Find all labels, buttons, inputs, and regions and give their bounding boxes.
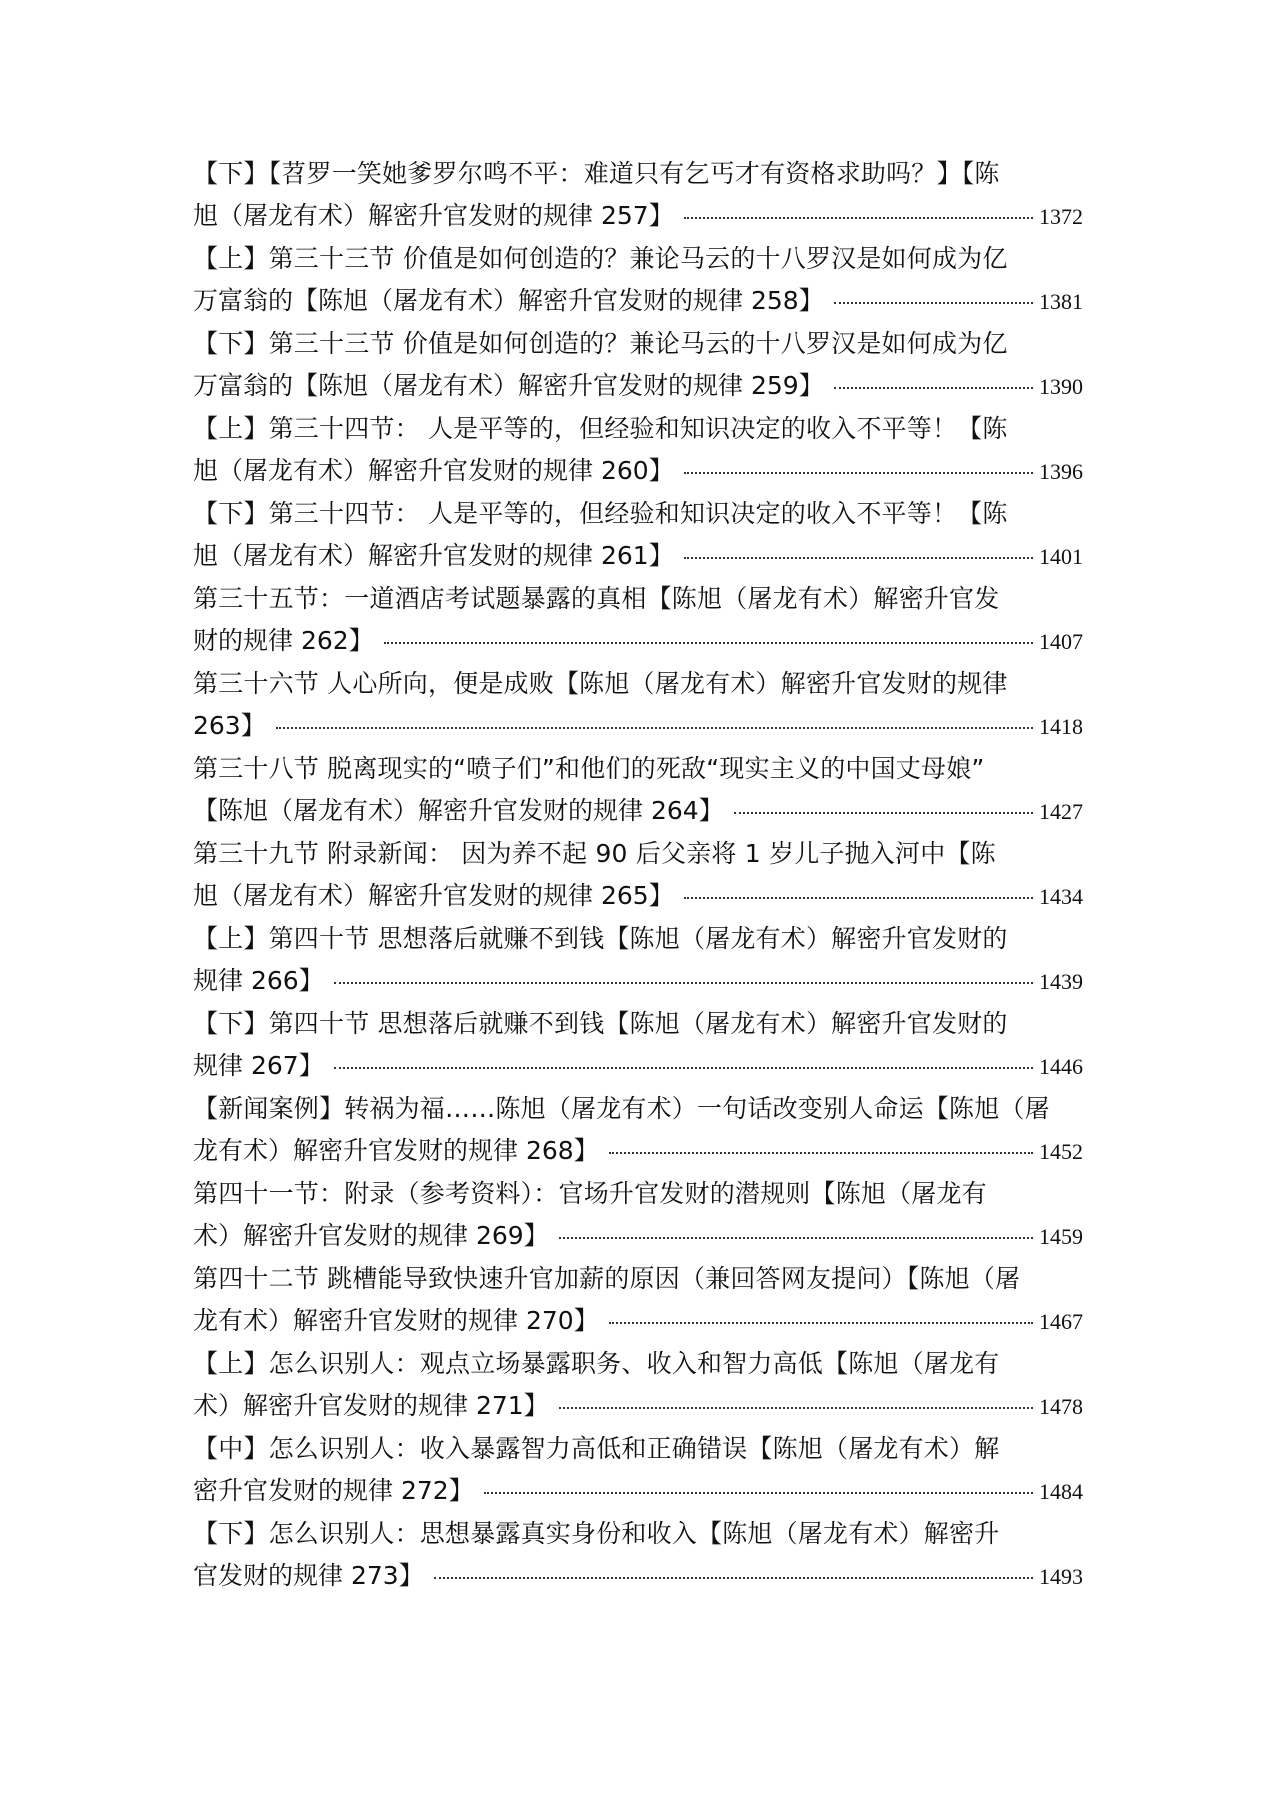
toc-entry-title-line2	[193, 1555, 1083, 1597]
toc-entry-title-line2	[193, 535, 1083, 577]
toc-page-number: 1452	[1039, 1139, 1083, 1164]
toc-entry[interactable]	[193, 237, 1083, 322]
toc-page-number: 1418	[1039, 714, 1083, 739]
dot-leader	[334, 982, 1033, 984]
toc-entry-title-line2	[193, 1215, 1083, 1257]
toc-entry-title-line1: 【上】第三十四节： 人是平等的，但经验和知识决定的收入不平等！【陈	[193, 414, 1008, 443]
toc-page-number: 1427	[1039, 799, 1083, 824]
toc-entry-title-line2	[193, 365, 1083, 407]
dot-leader	[559, 1237, 1033, 1239]
dot-leader	[684, 217, 1033, 219]
toc-page-number: 1381	[1039, 289, 1083, 314]
toc-entry-title-line1: 【中】怎么识别人：收入暴露智力高低和正确错误【陈旭（屠龙有术）解	[193, 1434, 1000, 1463]
toc-entry[interactable]	[193, 832, 1083, 917]
toc-page-number: 1407	[1039, 629, 1083, 654]
dot-leader	[684, 557, 1033, 559]
toc-entry[interactable]	[193, 1172, 1083, 1257]
toc-entry-title-tail: 万富翁的【陈旭（屠龙有术）解密升官发财的规律 259】	[193, 371, 824, 400]
toc-entry-title-line2	[193, 960, 1083, 1002]
toc-entry-title-line2	[193, 195, 1083, 237]
toc-entry-title-tail: 术）解密升官发财的规律 269】	[193, 1221, 549, 1250]
toc-entry-title-line1: 第四十二节 跳槽能导致快速升官加薪的原因（兼回答网友提问）【陈旭（屠	[193, 1264, 1021, 1293]
dot-leader	[834, 387, 1033, 389]
toc-page-number: 1493	[1039, 1564, 1083, 1589]
toc-page-number: 1434	[1039, 884, 1083, 909]
toc-entry-title-line2	[193, 620, 1083, 662]
toc-page-number: 1390	[1039, 374, 1083, 399]
toc-entry-title-tail: 术）解密升官发财的规律 271】	[193, 1391, 549, 1420]
toc-page-number: 1372	[1039, 204, 1083, 229]
toc-entry-title-line1: 【下】第三十三节 价值是如何创造的？兼论马云的十八罗汉是如何成为亿	[193, 329, 1008, 358]
toc-entry-title-line1: 【上】第三十三节 价值是如何创造的？兼论马云的十八罗汉是如何成为亿	[193, 244, 1008, 273]
toc-entry-title-line1: 第三十八节 脱离现实的“喷子们”和他们的死敌“现实主义的中国丈母娘”	[193, 754, 985, 783]
toc-entry-title-line2	[193, 280, 1083, 322]
dot-leader	[559, 1407, 1033, 1409]
dot-leader	[334, 1067, 1033, 1069]
toc-entry-title-line2	[193, 705, 1083, 747]
toc-entry-title-tail: 规律 267】	[193, 1051, 324, 1080]
toc-entry[interactable]	[193, 407, 1083, 492]
toc-entry-title-tail: 263】	[193, 711, 266, 740]
dot-leader	[734, 812, 1033, 814]
toc-entry-title-line1: 【下】第三十四节： 人是平等的，但经验和知识决定的收入不平等！【陈	[193, 499, 1008, 528]
toc-page-number: 1401	[1039, 544, 1083, 569]
toc-entry-title-tail: 龙有术）解密升官发财的规律 270】	[193, 1306, 599, 1335]
toc-entry-title-line1: 第四十一节：附录（参考资料）：官场升官发财的潜规则【陈旭（屠龙有	[193, 1179, 987, 1208]
toc-page-number: 1459	[1039, 1224, 1083, 1249]
toc-page-number: 1467	[1039, 1309, 1083, 1334]
toc-page-number: 1396	[1039, 459, 1083, 484]
dot-leader	[384, 642, 1033, 644]
toc-entry[interactable]	[193, 1002, 1083, 1087]
toc-entry[interactable]	[193, 1512, 1083, 1597]
toc-entry-title-tail: 旭（屠龙有术）解密升官发财的规律 260】	[193, 456, 674, 485]
toc-entry-title-line2	[193, 1130, 1083, 1172]
toc-entry-title-line1: 【上】怎么识别人：观点立场暴露职务、收入和智力高低【陈旭（屠龙有	[193, 1349, 1000, 1378]
toc-entry-title-line2	[193, 1300, 1083, 1342]
toc-entry-title-line1: 【新闻案例】转祸为福……陈旭（屠龙有术）一句话改变别人命运【陈旭（屠	[193, 1094, 1050, 1123]
toc-entry[interactable]	[193, 492, 1083, 577]
toc-entry-title-line2	[193, 790, 1083, 832]
toc-entry[interactable]	[193, 1087, 1083, 1172]
toc-entry[interactable]	[193, 1257, 1083, 1342]
dot-leader	[684, 472, 1033, 474]
toc-entry-title-line1: 第三十六节 人心所向，便是成败【陈旭（屠龙有术）解密升官发财的规律	[193, 669, 1008, 698]
toc-entry-title-tail: 旭（屠龙有术）解密升官发财的规律 261】	[193, 541, 674, 570]
toc-entry-title-line2	[193, 1470, 1083, 1512]
toc-entry-title-line2	[193, 875, 1083, 917]
toc-entry[interactable]	[193, 322, 1083, 407]
dot-leader	[684, 897, 1033, 899]
toc-page-number: 1439	[1039, 969, 1083, 994]
toc-entry-title-tail: 财的规律 262】	[193, 626, 374, 655]
toc-entry-title-tail: 规律 266】	[193, 966, 324, 995]
toc-entry-title-tail: 【陈旭（屠龙有术）解密升官发财的规律 264】	[193, 796, 724, 825]
toc-entry[interactable]	[193, 1427, 1083, 1512]
toc-entry-title-tail: 龙有术）解密升官发财的规律 268】	[193, 1136, 599, 1165]
dot-leader	[276, 727, 1033, 729]
dot-leader	[484, 1492, 1033, 1494]
toc-entry-title-line2	[193, 450, 1083, 492]
toc-entry[interactable]	[193, 152, 1083, 237]
toc-entry-title-tail: 官发财的规律 273】	[193, 1561, 424, 1590]
toc-entry-title-tail: 旭（屠龙有术）解密升官发财的规律 257】	[193, 201, 674, 230]
toc-entry-title-line1: 【下】【苕罗一笑她爹罗尔鸣不平：难道只有乞丐才有资格求助吗？】【陈	[193, 159, 1000, 188]
toc-entry-title-tail: 密升官发财的规律 272】	[193, 1476, 474, 1505]
toc-entry[interactable]	[193, 747, 1083, 832]
toc-entry-title-line1: 【下】怎么识别人：思想暴露真实身份和收入【陈旭（屠龙有术）解密升	[193, 1519, 1000, 1548]
toc-entry-title-line2	[193, 1045, 1083, 1087]
toc-entry-title-line1: 【下】第四十节 思想落后就赚不到钱【陈旭（屠龙有术）解密升官发财的	[193, 1009, 1008, 1038]
dot-leader	[609, 1152, 1033, 1154]
toc-page	[193, 152, 1083, 1597]
toc-entry-title-line1: 第三十九节 附录新闻： 因为养不起 90 后父亲将 1 岁儿子抛入河中【陈	[193, 839, 996, 868]
toc-page-number: 1484	[1039, 1479, 1083, 1504]
dot-leader	[609, 1322, 1033, 1324]
toc-entry-title-tail: 旭（屠龙有术）解密升官发财的规律 265】	[193, 881, 674, 910]
toc-entry-title-line1: 【上】第四十节 思想落后就赚不到钱【陈旭（屠龙有术）解密升官发财的	[193, 924, 1008, 953]
toc-entry[interactable]	[193, 662, 1083, 747]
dot-leader	[834, 302, 1033, 304]
toc-entry-title-line2	[193, 1385, 1083, 1427]
toc-entry[interactable]	[193, 1342, 1083, 1427]
toc-page-number: 1478	[1039, 1394, 1083, 1419]
toc-entry[interactable]	[193, 577, 1083, 662]
toc-page-number: 1446	[1039, 1054, 1083, 1079]
toc-entry-title-line1: 第三十五节：一道酒店考试题暴露的真相【陈旭（屠龙有术）解密升官发	[193, 584, 1000, 613]
toc-entry-title-tail: 万富翁的【陈旭（屠龙有术）解密升官发财的规律 258】	[193, 286, 824, 315]
dot-leader	[434, 1577, 1033, 1579]
toc-entry[interactable]	[193, 917, 1083, 1002]
